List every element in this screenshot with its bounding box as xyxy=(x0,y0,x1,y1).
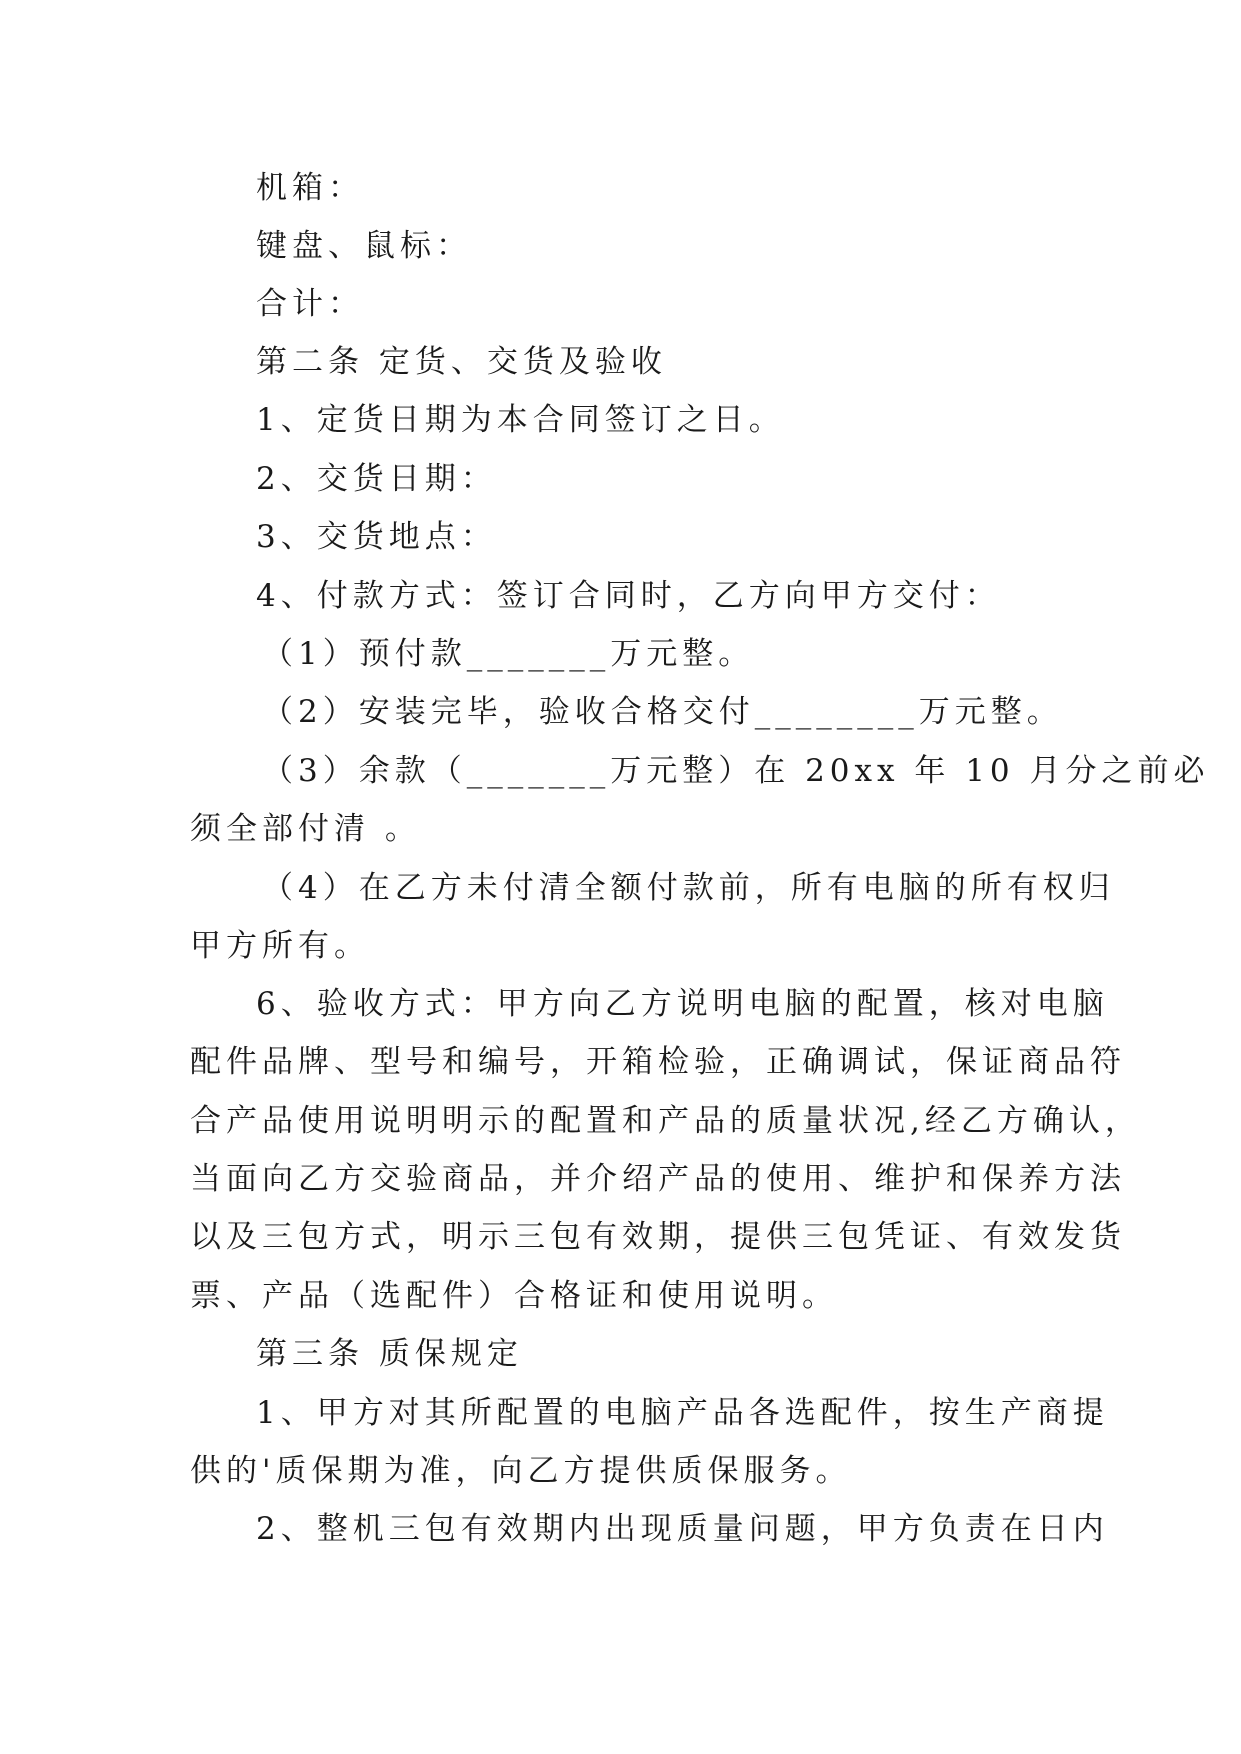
line-warranty-1: 1、甲方对其所配置的电脑产品各选配件，按生产商提 xyxy=(256,1395,1109,1431)
line-prepayment: （1）预付款_______万元整。 xyxy=(262,636,755,672)
line-balance-payment-cont: 须全部付清 。 xyxy=(190,811,421,847)
line-balance-payment: （3）余款（_______万元整）在 20xx 年 10 月分之前必 xyxy=(262,753,1210,789)
line-payment-method: 4、付款方式：签订合同时，乙方向甲方交付： xyxy=(256,578,1001,614)
line-acceptance-cont-1: 配件品牌、型号和编号，开箱检验，正确调试，保证商品符 xyxy=(190,1044,1126,1080)
line-keyboard-mouse: 键盘、鼠标： xyxy=(256,228,472,264)
line-acceptance-cont-4: 以及三包方式，明示三包有效期，提供三包凭证、有效发货 xyxy=(190,1219,1126,1255)
line-total: 合计： xyxy=(256,286,364,322)
line-warranty-2: 2、整机三包有效期内出现质量问题，甲方负责在日内 xyxy=(256,1511,1109,1547)
line-acceptance-cont-2: 合产品使用说明明示的配置和产品的质量状况,经乙方确认， xyxy=(190,1103,1141,1139)
line-delivery-date: 2、交货日期： xyxy=(256,461,497,497)
line-chassis: 机箱： xyxy=(256,170,364,206)
line-ownership-cont: 甲方所有。 xyxy=(190,928,370,964)
line-order-date: 1、定货日期为本合同签订之日。 xyxy=(256,402,785,438)
line-warranty-1-cont: 供的'质保期为准，向乙方提供质保服务。 xyxy=(190,1453,852,1489)
line-ownership: （4）在乙方未付清全额付款前，所有电脑的所有权归 xyxy=(262,870,1115,906)
line-acceptance-cont-3: 当面向乙方交验商品，并介绍产品的使用、维护和保养方法 xyxy=(190,1161,1126,1197)
line-delivery-place: 3、交货地点： xyxy=(256,519,497,555)
line-acceptance-method: 6、验收方式：甲方向乙方说明电脑的配置，核对电脑 xyxy=(256,986,1109,1022)
line-acceptance-cont-5: 票、产品（选配件）合格证和使用说明。 xyxy=(190,1278,838,1314)
article-2-heading: 第二条 定货、交货及验收 xyxy=(256,344,667,380)
line-installation-payment: （2）安装完毕，验收合格交付________万元整。 xyxy=(262,694,1063,730)
article-3-heading: 第三条 质保规定 xyxy=(256,1336,523,1372)
